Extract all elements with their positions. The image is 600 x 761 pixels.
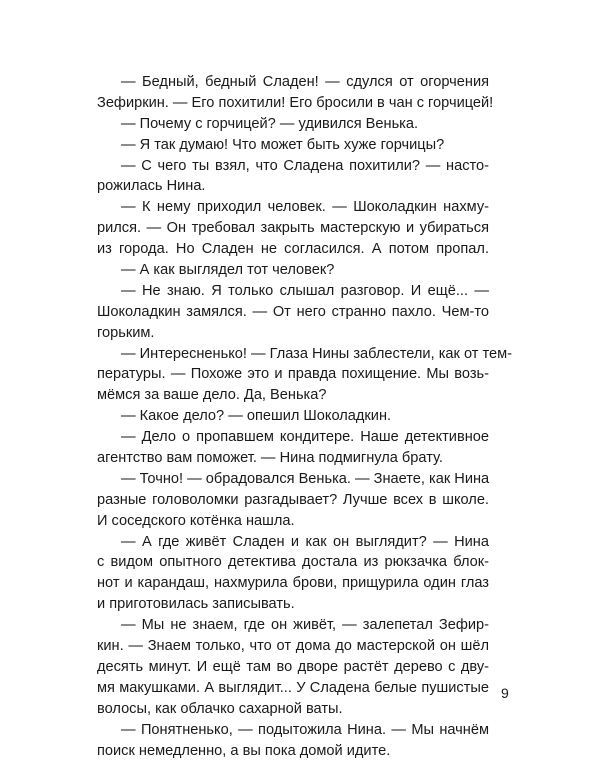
text-line: кин. — Знаем только, что от дома до мастерской он шёл: [97, 636, 489, 657]
text-line: мёмся за ваше дело. Да, Венька?: [97, 385, 489, 406]
text-line: — Бедный, бедный Сладен! — сдулся от огорчения: [97, 72, 489, 93]
text-line: поиск немедленно, а вы пока домой идите.: [97, 741, 489, 761]
text-line: волосы, как облачко сахарной ваты.: [97, 699, 489, 720]
text-line: мя макушками. А выглядит... У Сладена белые пушистые: [97, 678, 489, 699]
text-line: нот и карандаш, нахмурила брови, прищурила один глаз: [97, 573, 489, 594]
text-line: десять минут. И ещё там во дворе растёт дерево с дву-: [97, 657, 489, 678]
body-text: [97, 72, 489, 761]
text-line: Зефиркин. — Его похитили! Его бросили в чан с горчицей!: [97, 93, 489, 114]
text-line: — Дело о пропавшем кондитере. Наше детективное: [97, 427, 489, 448]
text-line: с видом опытного детектива достала из рюкзачка блок-: [97, 552, 489, 573]
text-line: — Интересненько! — Глаза Нины заблестели, как от тем-: [97, 344, 489, 365]
text-line: — Понятненько, — подытожила Нина. — Мы начнём: [97, 720, 489, 741]
text-line: — Точно! — обрадовался Венька. — Знаете, как Нина: [97, 469, 489, 490]
text-line: — Мы не знаем, где он живёт, — залепетал Зефир-: [97, 615, 489, 636]
text-line: рожилась Нина.: [97, 176, 489, 197]
text-line: пературы. — Похоже это и правда похищение. Мы возь-: [97, 364, 489, 385]
text-line: разные головоломки разгадывает? Лучше всех в школе.: [97, 490, 489, 511]
text-line: — Какое дело? — опешил Шоколадкин.: [97, 406, 489, 427]
text-line: — А где живёт Сладен и как он выглядит? — Нина: [97, 532, 489, 553]
text-line: — Я так думаю! Что может быть хуже горчицы?: [97, 135, 489, 156]
text-line: из города. Но Сладен не согласился. А потом пропал.: [97, 239, 489, 260]
text-line: рился. — Он требовал закрыть мастерскую и убираться: [97, 218, 489, 239]
text-line: — Почему с горчицей? — удивился Венька.: [97, 114, 489, 135]
page-number: 9: [501, 685, 509, 701]
text-line: — А как выглядел тот человек?: [97, 260, 489, 281]
text-line: — С чего ты взял, что Сладена похитили? — насто-: [97, 156, 489, 177]
text-line: — К нему приходил человек. — Шоколадкин нахму-: [97, 197, 489, 218]
text-line: горьким.: [97, 323, 489, 344]
text-line: И соседского котёнка нашла.: [97, 511, 489, 532]
text-line: — Не знаю. Я только слышал разговор. И ещё... —: [97, 281, 489, 302]
text-line: и приготовилась записывать.: [97, 594, 489, 615]
text-line: Шоколадкин замялся. — От него странно пахло. Чем-то: [97, 302, 489, 323]
text-line: агентство вам поможет. — Нина подмигнула брату.: [97, 448, 489, 469]
